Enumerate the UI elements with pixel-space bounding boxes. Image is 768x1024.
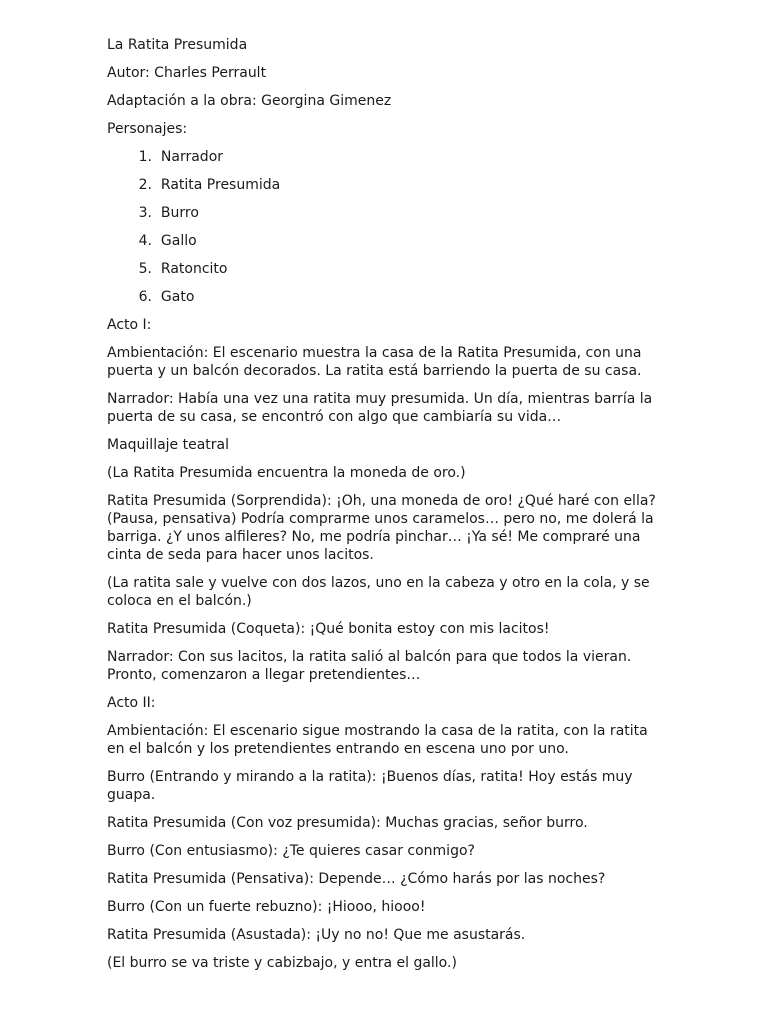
inline-ad-text: Maquillaje teatral: [107, 437, 230, 453]
character-name: Ratoncito: [160, 261, 228, 277]
dialogue-line: Narrador: Con sus lacitos, la ratita salió al balcón para que todos la vieran. Pronto, comenzaron a llegar pretendientes…: [107, 649, 632, 683]
character-name: Burro: [160, 205, 199, 221]
list-number: 2.: [138, 177, 152, 193]
character-name: Ratita Presumida: [160, 177, 281, 193]
list-number: 5.: [138, 261, 152, 277]
character-name: Narrador: [160, 149, 224, 165]
list-number: 1.: [138, 149, 152, 165]
document-title: La Ratita Presumida: [107, 37, 248, 53]
list-item: [107, 204, 658, 222]
dialogue-line: Burro (Con entusiasmo): ¿Te quieres casar conmigo?: [107, 843, 475, 859]
list-number: 4.: [138, 233, 152, 249]
act-heading: Acto II:: [107, 695, 156, 711]
dialogue-line: Ratita Presumida (Asustada): ¡Uy no no! Que me asustarás.: [107, 927, 526, 943]
stage-setting: Ambientación: El escenario muestra la casa de la Ratita Presumida, con una puerta y un balcón decorados. La ratita está barriendo la puerta de su casa.: [107, 345, 642, 379]
list-item: [107, 232, 658, 250]
list-number: 6.: [138, 289, 152, 305]
characters-list: [107, 148, 658, 306]
stage-direction: (La Ratita Presumida encuentra la moneda de oro.): [107, 465, 466, 481]
list-item: [107, 148, 658, 166]
list-number: 3.: [138, 205, 152, 221]
dialogue-line: Burro (Entrando y mirando a la ratita): ¡Buenos días, ratita! Hoy estás muy guapa.: [107, 769, 633, 803]
characters-heading: Personajes:: [107, 121, 188, 137]
list-item: [107, 176, 658, 194]
stage-direction: (La ratita sale y vuelve con dos lazos, uno en la cabeza y otro en la cola, y se coloca en el balcón.): [107, 575, 650, 609]
list-item: [107, 260, 658, 278]
stage-setting: Ambientación: El escenario sigue mostrando la casa de la ratita, con la ratita en el balcón y los pretendientes entrando en escena uno por uno.: [107, 723, 648, 757]
dialogue-line: Ratita Presumida (Con voz presumida): Muchas gracias, señor burro.: [107, 815, 588, 831]
character-name: Gallo: [160, 233, 197, 249]
act-heading: Acto I:: [107, 317, 152, 333]
dialogue-line: Ratita Presumida (Sorprendida): ¡Oh, una moneda de oro! ¿Qué haré con ella? (Pausa, pensativa) Podría comprarme unos caramelos… pero no, me dolerá la barriga. ¿Y unos alfileres? No, me podría pinchar… ¡Ya sé! Me compraré una cinta de seda para hacer unos lacitos.: [107, 493, 656, 563]
adaptation-line: Adaptación a la obra: Georgina Gimenez: [107, 93, 392, 109]
character-name: Gato: [160, 289, 195, 305]
list-item: [107, 288, 658, 306]
dialogue-line: Narrador: Había una vez una ratita muy presumida. Un día, mientras barría la puerta de su casa, se encontró con algo que cambiaría su vida…: [107, 391, 653, 425]
dialogue-line: Burro (Con un fuerte rebuzno): ¡Hiooo, hiooo!: [107, 899, 426, 915]
dialogue-line: Ratita Presumida (Pensativa): Depende… ¿Cómo harás por las noches?: [107, 871, 606, 887]
dialogue-line: Ratita Presumida (Coqueta): ¡Qué bonita estoy con mis lacitos!: [107, 621, 550, 637]
stage-direction: (El burro se va triste y cabizbajo, y entra el gallo.): [107, 955, 457, 971]
author-line: Autor: Charles Perrault: [107, 65, 267, 81]
